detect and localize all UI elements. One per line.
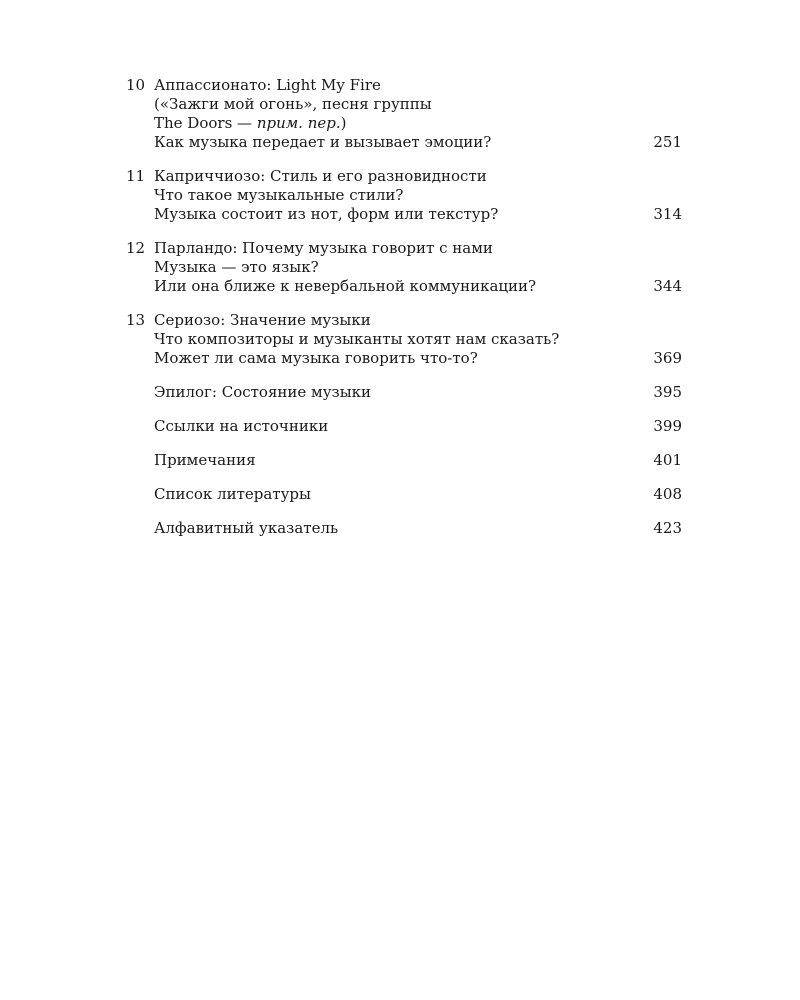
chapter-title: Парландо: Почему музыка говорит с нами <box>154 239 493 257</box>
chapter-number: 13 <box>126 311 146 329</box>
chapter-title-line-3 <box>154 114 622 133</box>
page-number: 314 <box>653 205 682 223</box>
chapter-number: 12 <box>126 239 146 257</box>
page-number: 401 <box>653 451 682 469</box>
translator-note-suffix: ) <box>340 114 347 132</box>
chapter-title-line-2: («Зажги мой огонь», песня группы <box>154 95 432 113</box>
entry-title: Ссылки на источники <box>154 417 329 435</box>
toc-references[interactable] <box>126 417 682 436</box>
toc-chapter-13[interactable] <box>126 311 682 368</box>
chapter-number: 10 <box>126 76 146 94</box>
chapter-text <box>154 239 682 296</box>
chapter-title-line-2: Музыка — это язык? <box>154 258 319 276</box>
entry-text <box>154 383 682 402</box>
toc-notes[interactable] <box>126 451 682 470</box>
translator-note-prefix: The Doors — <box>154 114 257 132</box>
entry-text <box>154 519 682 538</box>
chapter-title-line-2: Что такое музыкальные стили? <box>154 186 404 204</box>
page-number: 251 <box>653 133 682 151</box>
chapter-subtitle: Или она ближе к невербальной коммуникации? <box>154 277 537 295</box>
chapter-text <box>154 76 682 152</box>
chapter-title-line-2: Что композиторы и музыканты хотят нам сказать? <box>154 330 560 348</box>
toc-bibliography[interactable] <box>126 485 682 504</box>
chapter-text <box>154 311 682 368</box>
page-number: 423 <box>653 519 682 537</box>
chapter-title: Сериозо: Значение музыки <box>154 311 371 329</box>
entry-title: Эпилог: Состояние музыки <box>154 383 372 401</box>
translator-note: прим. пер. <box>256 114 341 132</box>
toc-epilogue[interactable] <box>126 383 682 402</box>
entry-text <box>154 485 682 504</box>
page-number: 344 <box>653 277 682 295</box>
entry-text <box>154 417 682 436</box>
chapter-number: 11 <box>126 167 146 185</box>
table-of-contents <box>126 76 682 553</box>
toc-chapter-12[interactable] <box>126 239 682 296</box>
page-number: 408 <box>653 485 682 503</box>
chapter-text <box>154 167 682 224</box>
chapter-subtitle: Может ли сама музыка говорить что-то? <box>154 349 478 367</box>
page-number: 395 <box>653 383 682 401</box>
entry-title: Алфавитный указатель <box>154 519 339 537</box>
chapter-title: Каприччиозо: Стиль и его разновидности <box>154 167 487 185</box>
toc-chapter-11[interactable] <box>126 167 682 224</box>
entry-title: Примечания <box>154 451 256 469</box>
entry-text <box>154 451 682 470</box>
entry-title: Список литературы <box>154 485 311 503</box>
chapter-subtitle: Как музыка передает и вызывает эмоции? <box>154 133 492 151</box>
page-number: 369 <box>653 349 682 367</box>
page-number: 399 <box>653 417 682 435</box>
chapter-subtitle: Музыка состоит из нот, форм или текстур? <box>154 205 499 223</box>
toc-index[interactable] <box>126 519 682 538</box>
toc-chapter-10[interactable] <box>126 76 682 152</box>
chapter-title: Аппассионато: Light My Fire <box>154 76 381 94</box>
